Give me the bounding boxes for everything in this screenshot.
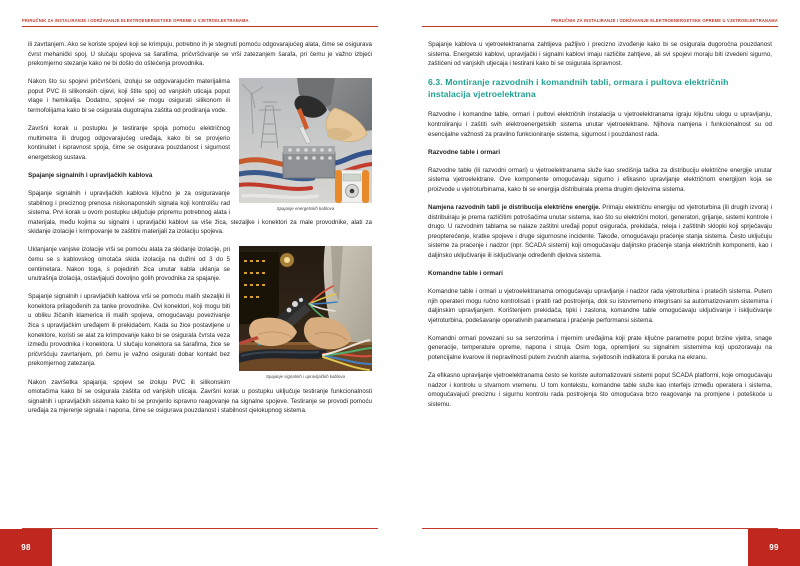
right-page xyxy=(400,0,800,566)
paragraph: Spajanje signalnih i upravljačkih kablova vrši se pomoću malih stezaljki ili konektora prilagođenih za tanke provodnike. Ovi konektori, koji mogu biti u obliku žičanih klamerica ili malih spojeva, omogućavaju povezivanje žica s upravljačkim uređajem ili prekidačem. Kada su žice postavljene u konektore, koristi se alat za krimpovanje kako bi se osigurala čvrsta veza između provodnika i konektora. U slučaju konektora sa šarafima, žice se pričvršćuju zavrtanjem, pri čemu je važno osigurati dobar kontakt bez prekomjernog zatezanja. xyxy=(28,293,230,368)
running-head-right: PRIRUČNIK ZA INSTALIRANJE I ODRŽAVANJE ELEKTROENERGETSKE OPREME U VJETROELEKTRANAMA xyxy=(551,18,778,23)
figure-signalni-kablovi xyxy=(239,246,372,380)
figure-caption: Spajanje energetskih kablova xyxy=(276,206,335,212)
running-head-rule-right xyxy=(422,26,778,27)
right-text-column xyxy=(428,40,772,521)
left-text-column xyxy=(28,40,372,521)
crimping-signal-wires-illustration xyxy=(239,246,372,371)
paragraph: Nakon što su spojevi pričvršćeni, izoluju se odgovarajućim materijalima poput PVC ili silikonskih cijevi, koji štite spoj od vanjskih uticaja poput vlage i hemikalija. Dodatno, spojevi se mogu osigurati silikonom ili termofolijama kako bi se osigurala dugotrajna zaštita od prodiranja vode. xyxy=(28,78,230,115)
running-head-left: PRIRUČNIK ZA INSTALIRANJE I ODRŽAVANJE ELEKTROENERGETSKE OPREME U VJETROELEKTRANAMA xyxy=(22,18,249,23)
subheading: Spajanje signalnih i upravljačkih kablova xyxy=(28,172,153,180)
page-number-right: 99 xyxy=(748,529,800,566)
paragraph: Razvodne i komandne table, ormari i pultovi električnih instalacija u vjetroelektranama igraju ključnu ulogu u upravljanju, kontroliranju i zaštiti svih elektroenergetskih sistema unutar vjetroelektrane. Njihova namjena i funkcionalnost su od esencijalne važnosti za pravilno funkcioniranje sistema, sigurnost i pouzdanost rada. xyxy=(428,111,772,138)
paragraph: ili zavrtanjem. Ako se koriste spojevi koji se krimpuju, potrebno ih je stegnuti pomoću odgovarajućeg alata, čime se osigurava čvrst mehanički spoj. U slučaju spojeva sa šarafima, pričvršćivanje se vrši zatezanjem šarafa, pri čemu je važno izbjeći prekomjerno stezanje kako ne bi došlo do oštećenja provodnika. xyxy=(28,41,372,68)
figure-image-1 xyxy=(239,78,372,203)
paragraph: Uklanjanje vanjske izolacije vrši se pomoću alata za skidanje izolacije, pri čemu se s kablovskog omotača skida izolacija na dužini od 3 do 5 centimetara. Nakon toga, s pojedinih žica unutar kabla uklanja se unutrašnja izolacija, ostavljajući dovoljno golih provodnika za spajanje. xyxy=(28,246,230,283)
paragraph: Komandne table i ormari u vjetroelektranama omogućavaju upravljanje i nadzor rada vjetroturbina i pratećih sistema. Putem njih operateri mogu ručno kontrolisati i pratiti rad postrojenja, dok su istovremeno integrisani sa automatizovanim sistemima i daljinskim upravljanjem. Korištenjem prekidača, tipki i zaslona, komandne table omogućavaju uključivanje i isključivanje vjetroturbina, podešavanje operativnih parametara i praćenje performansi sistema. xyxy=(428,287,772,324)
paragraph: Komandni ormari povezani su sa senzorima i mjernim uređajima koji prate ključne parametre poput brzine vjetra, snage generacije, temperature opreme, napona i struja. Osim toga, opremljeni su signalnim sistemima koji upozoravaju na potencijalne kvarove ili nepravilnosti putem zvučnih alarma, svjetlosnih indikatora ili poruka na ekranu. xyxy=(428,334,772,361)
figure-caption: Spajanje signalnih i upravljačkih kablova xyxy=(265,374,346,380)
figure-image-2 xyxy=(239,246,372,371)
paragraph-with-lead xyxy=(428,203,772,261)
paragraph: Spajanje signalnih i upravljačkih kablova ključno je za osiguravanje stabilnog i preciznog prenosa niskonaponskih signala koji kontrolišu rad sistema. Prvi korak u ovom postupku uključuje pripremu potrebnog alata i materijala, među kojima su signalni i upravljački kablovi sa više žica, stezaljke i konektori za male provodnike, alati za skidanje izolacije i krimpovanje te zaštitni materijali za izolaciju spojeva. xyxy=(28,189,372,236)
subheading: Komandne table i ormari xyxy=(428,270,503,277)
subheading: Razvodne table i ormari xyxy=(428,148,501,156)
paragraph: Za efikasno upravljanje vjetroelektranama često se koriste automatizovani sistemi poput SCADA platformi, koje omogućavaju nadzor i kontrolu u stvarnom vremenu. U tom kontekstu, komandne table služe kao interfejs između operatera i sistema, omogućavajući preciznu i sigurnu kontrolu rada postrojenja što omogućava brzo reagovanje na promjene i poteškoće u sistemu. xyxy=(428,372,772,408)
paragraph: Završni korak u postupku je testiranje spoja pomoću električnog multimetra ili drugog odgovarajućeg uređaja, kako bi se provjerio kontinuitet i ispravnost spoja, čime se osigurava pouzdanost i sigurnost energetskog sustava. xyxy=(28,125,230,161)
page-number-left: 98 xyxy=(0,529,52,566)
section-heading: 6.3. Montiranje razvodnih i komandnih tabli, ormara i pultova električnih instalacija vjetroelektrana xyxy=(428,77,729,99)
footer-rule-right xyxy=(422,528,778,529)
running-head-rule-left xyxy=(22,26,378,27)
paragraph: Nakon završetka spajanja, spojevi se izoluju PVC ili silikonskim omotačima kako bi se osigurala zaštita od vanjskih uticaja. Završni korak u postupku uključuje testiranje funkcionalnosti signalnih i upravljačkih sistema kako bi se provjerilo ispravno reagovanje na signalne spojeve. Testiranje se provodi pomoću uređaja za mjerenje signala i napona, čime se osigurava pouzdanost i stabilnost cjelokupnog sistema. xyxy=(28,378,372,415)
electrician-terminal-block-illustration xyxy=(239,78,372,203)
paragraph: Spajanje kablova u vjetroelektranama zahtijeva pažljivo i precizno izvođenje kako bi se osigurala dugoročna pouzdanost sistema. Energetski kablovi, upravljački i signalni kablovi imaju različite zahtjeve, ali svi spojevi moraju biti izvedeni sigurno, zaštićeni od vanjskih utjecaja i testirani kako bi se osigurala ispravnost. xyxy=(428,41,772,68)
figure-energetski-kablovi xyxy=(239,78,372,212)
lead-phrase: Namjena razvodnih tabli je distribucija električne energije. xyxy=(428,203,601,211)
footer-rule-left xyxy=(22,528,378,529)
paragraph: Razvodne table (ili razvodni ormari) u vjetroelektranama služe kao središnja tačka za distribuciju električne energije unutar sistema vjetroelektrane. Ove komponente omogućavaju sigurno i efikasno upravljanje električnom energijom koja se proizvode u vjetroturbinama, kako bi se energija distribuirala prema drugim djelovima sistema. xyxy=(428,166,772,193)
paragraph-body: Primaju električnu energiju od vjetroturbina (ili drugih izvora) i distribuiraju je prema različitim potrošačima unutar sistema, kao što su električni motori, generatori, grijanje, sistemi kontrole i drugo. U razvodnim tablama se nalaze zaštitni uređaji poput osigurača, prekidača, releja i zaštitnih sklopki koji sprječavaju preopterećenje, kratke spojeve i druge sigurnosne incidente. Takođe, omogućavaju praćenje stanja sistema. Često uključuju sisteme za praćenje i nadzor (npr. SCADA sistemi) koji omogućavaju daljinsko praćenje stanja električnih komponenti, kao i daljinsko uključivanje ili isključivanje određenih djelova sistema. xyxy=(428,203,772,259)
